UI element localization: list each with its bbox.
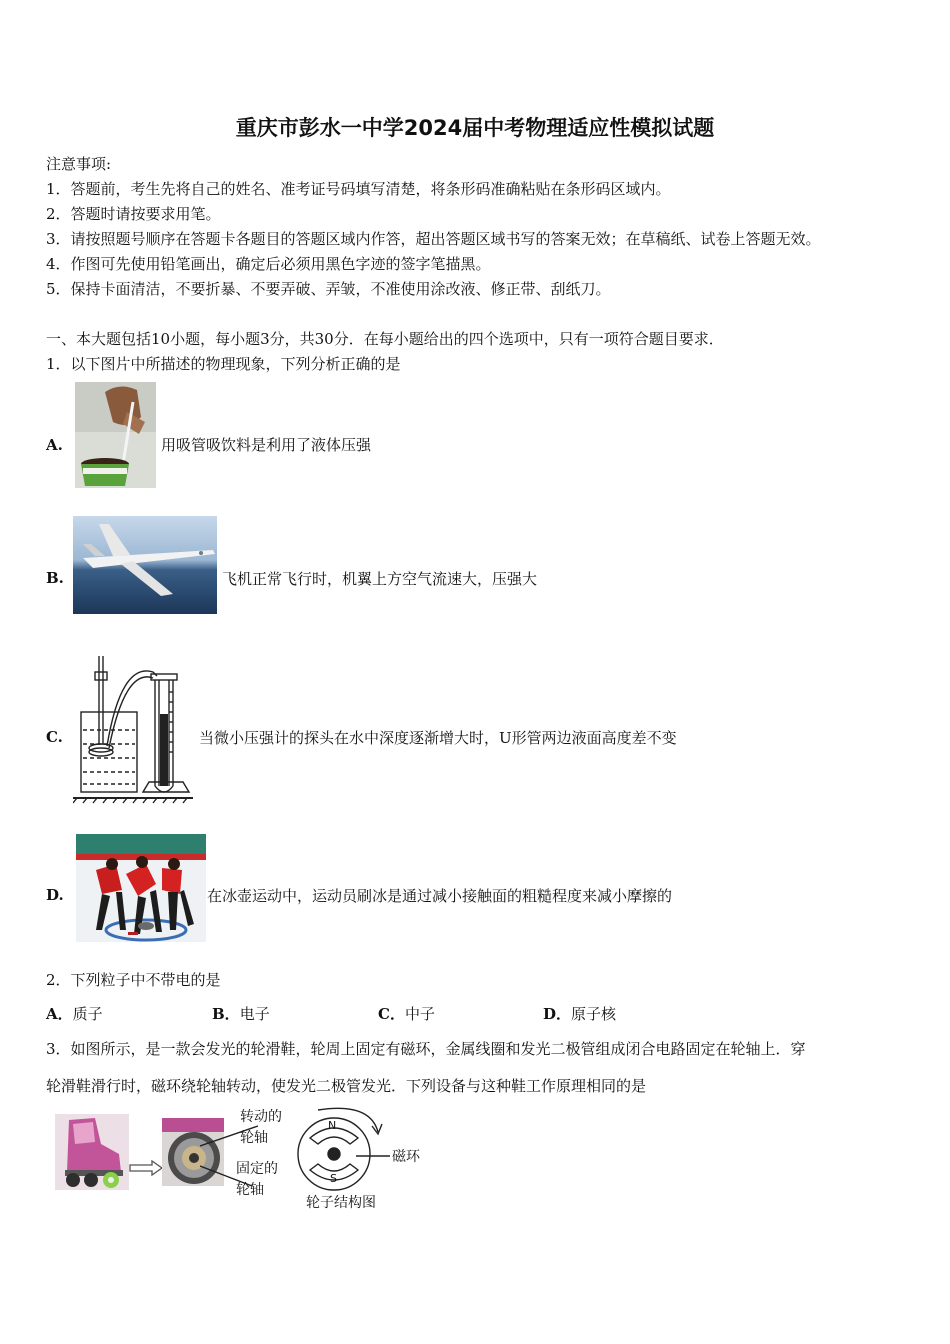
q1-option-a-text: 用吸管吸饮料是利用了液体压强 [161,436,372,454]
pressure-gauge-diagram [73,652,195,804]
notice-item-5: 5．保持卡面清洁，不要折暴、不要弄破、弄皱，不准使用涂改液、修正带、刮纸刀。 [46,280,611,298]
q1-option-b-label: B. [46,569,64,587]
q1-option-c-label: C. [46,728,63,746]
label-rotating-axle-line2: 轮轴 [240,1130,268,1146]
straw-drink-image [75,382,156,488]
diagram-caption: 轮子结构图 [306,1195,376,1211]
q2-option-d [543,1003,616,1024]
notice-item-2: 2．答题时请按要求用笔。 [46,205,221,223]
q1-stem: 1．以下图片中所描述的物理现象，下列分析正确的是 [46,355,401,373]
q2-option-b-label: B． [212,1005,240,1023]
notice-item-3: 3．请按照题号顺序在答题卡各题目的答题区域内作答，超出答题区域书写的答案无效；在草稿纸、试卷上答题无效。 [46,230,821,248]
q3-stem-line-2: 轮滑鞋滑行时，磁环绕轮轴转动，使发光二极管发光．下列设备与这种鞋工作原理相同的是 [46,1077,647,1095]
label-north-pole: N [328,1119,337,1132]
page-title: 重庆市彭水一中学2024届中考物理适应性模拟试题 [235,116,715,140]
q2-option-c [378,1003,435,1024]
q1-option-a-label: A. [46,436,63,454]
q2-option-a-label: A． [46,1005,73,1023]
q2-option-b [212,1003,270,1024]
airplane-image [73,516,217,614]
notice-item-1: 1．答题前，考生先将自己的姓名、准考证号码填写清楚，将条形码准确粘贴在条形码区域内。 [46,180,671,198]
q2-stem: 2．下列粒子中不带电的是 [46,971,221,989]
label-rotating-axle-line1: 转动的 [240,1109,282,1125]
label-south-pole: S [330,1172,337,1185]
q2-option-a-text: 质子 [72,1005,103,1023]
q1-option-b-text: 飞机正常飞行时，机翼上方空气流速大，压强大 [222,570,538,588]
label-fixed-axle-line2: 轮轴 [236,1182,264,1198]
notice-item-4: 4．作图可先使用铅笔画出，确定后必须用黑色字迹的签字笔描黑。 [46,255,491,273]
notice-heading: 注意事项: [46,155,112,173]
arrow-icon [128,1158,164,1178]
q1-option-d-label: D. [46,886,64,904]
q1-option-d-text: 在冰壶运动中，运动员刷冰是通过减小接触面的粗糙程度来减小摩擦的 [207,887,673,905]
q2-option-d-text: 原子核 [571,1005,617,1023]
q3-stem-line-1: 3．如图所示，是一款会发光的轮滑鞋，轮周上固定有磁环，金属线圈和发光二极管组成闭合电路固定在轮轴上．穿 [46,1040,806,1058]
label-magnet-ring: 磁环 [392,1149,420,1165]
q2-option-d-label: D． [543,1005,572,1023]
curling-image [76,834,206,942]
q2-option-a [46,1003,103,1024]
q2-option-c-label: C． [378,1005,405,1023]
roller-skate-image [55,1114,129,1190]
q1-option-c-text: 当微小压强计的探头在水中深度逐渐增大时，U形管两边液面高度差不变 [199,729,677,747]
q2-option-c-text: 中子 [404,1005,435,1023]
q2-option-b-text: 电子 [239,1005,270,1023]
section-heading: 一、本大题包括10小题，每小题3分，共30分．在每小题给出的四个选项中，只有一项符合题目要求． [46,330,724,348]
label-fixed-axle-line1: 固定的 [236,1161,278,1177]
